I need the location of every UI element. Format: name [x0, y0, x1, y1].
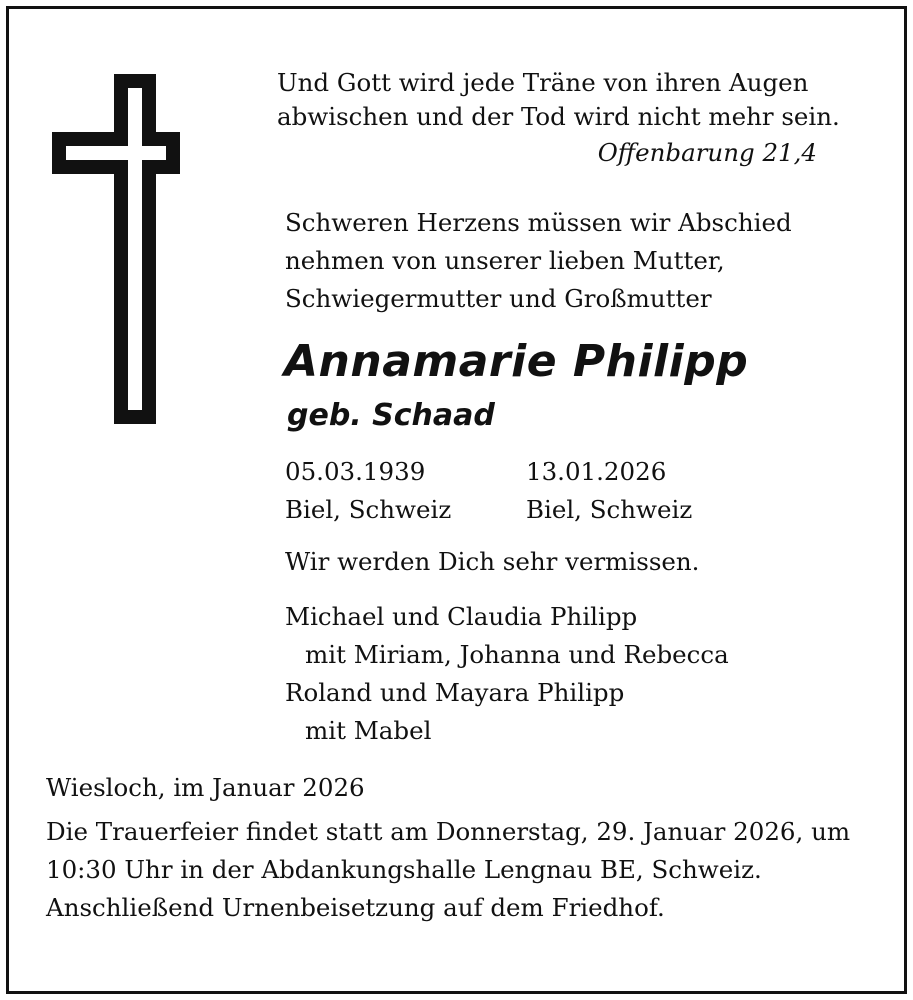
mourner-line: Roland und Mayara Philipp [285, 678, 625, 707]
mourner-line: Michael und Claudia Philipp [285, 602, 638, 631]
funeral-line: 10:30 Uhr in der Abdankungshalle Lengnau BE, Schweiz. [46, 855, 762, 884]
intro-line: Schweren Herzens müssen wir Abschied [285, 208, 792, 237]
verse-line: abwischen und der Tod wird nicht mehr sein. [277, 102, 840, 131]
funeral-line: Die Trauerfeier findet statt am Donnerstag, 29. Januar 2026, um [46, 817, 851, 846]
intro-line: Schwiegermutter und Großmutter [285, 284, 712, 313]
cross-icon [52, 74, 180, 424]
mourner-line: mit Miriam, Johanna und Rebecca [305, 640, 729, 669]
birth-date: 05.03.1939 [285, 457, 426, 486]
intro-line: nehmen von unserer lieben Mutter, [285, 246, 725, 275]
verse-line: Und Gott wird jede Träne von ihren Augen [277, 68, 809, 97]
death-place: Biel, Schweiz [526, 495, 693, 524]
birth-info [285, 453, 451, 529]
deceased-name: Annamarie Philipp [284, 336, 749, 387]
farewell-message: Wir werden Dich sehr vermissen. [285, 547, 700, 576]
mourners-list [285, 598, 729, 750]
mourner-line: mit Mabel [305, 716, 432, 745]
intro-text [285, 204, 792, 318]
death-info [526, 453, 692, 529]
funeral-line: Anschließend Urnenbeisetzung auf dem Friedhof. [46, 893, 665, 922]
maiden-name: geb. Schaad [287, 398, 495, 433]
death-date: 13.01.2026 [526, 457, 667, 486]
verse-reference: Offenbarung 21,4 [597, 138, 817, 167]
bible-verse [277, 66, 840, 134]
funeral-info [46, 813, 850, 927]
place-date: Wiesloch, im Januar 2026 [46, 773, 365, 802]
birth-place: Biel, Schweiz [285, 495, 452, 524]
